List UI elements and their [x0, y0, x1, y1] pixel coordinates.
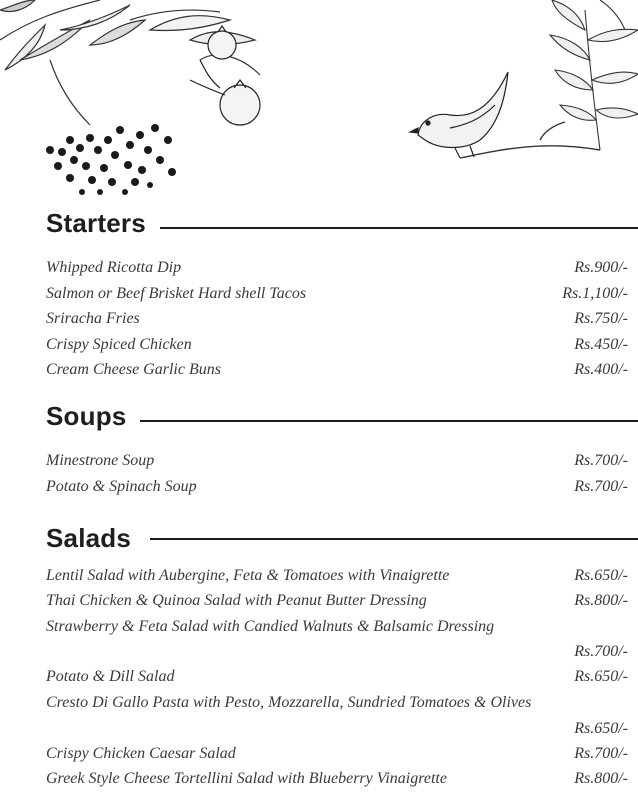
salads-heading: Salads — [46, 523, 132, 553]
menu-item-price: Rs.900/- — [574, 259, 628, 276]
menu-item-price: Rs.650/- — [574, 720, 628, 737]
menu-item-name: Cresto Di Gallo Pasta with Pesto, Mozzarella, Sundried Tomatoes & Olives — [46, 694, 532, 711]
leaves-right-icon — [550, 0, 638, 150]
menu-item-name: Whipped Ricotta Dip — [46, 259, 182, 276]
menu-item-name: Potato & Dill Salad — [46, 668, 175, 685]
salads-divider — [150, 538, 638, 540]
menu-item-price: Rs.400/- — [574, 361, 628, 378]
botanical-illustration — [0, 0, 638, 200]
menu-item-name: Minestrone Soup — [46, 452, 155, 469]
menu-item-price: Rs.1,100/- — [562, 285, 628, 302]
menu-item-price: Rs.700/- — [574, 478, 628, 495]
menu-item-price: Rs.800/- — [574, 592, 628, 609]
menu-item-name: Greek Style Cheese Tortellini Salad with Blueberry Vinaigrette — [46, 770, 447, 787]
menu-item-price: Rs.650/- — [574, 567, 628, 584]
menu-item-price: Rs.750/- — [574, 310, 628, 327]
starters-heading: Starters — [46, 208, 146, 238]
menu-item-name: Crispy Chicken Caesar Salad — [46, 745, 236, 762]
menu-item-name: Thai Chicken & Quinoa Salad with Peanut Butter Dressing — [46, 592, 427, 609]
bird-icon — [410, 72, 508, 158]
menu-item-price: Rs.700/- — [574, 452, 628, 469]
menu-item-price: Rs.800/- — [574, 770, 628, 787]
starters-divider — [160, 227, 638, 229]
menu-item-name: Sriracha Fries — [46, 310, 140, 327]
menu-item-name: Crispy Spiced Chicken — [46, 336, 192, 353]
menu-item-name: Salmon or Beef Brisket Hard shell Tacos — [46, 285, 307, 302]
menu-item-price: Rs.650/- — [574, 668, 628, 685]
menu-item-name: Cream Cheese Garlic Buns — [46, 361, 221, 378]
soups-heading: Soups — [46, 401, 127, 431]
menu-item-price: Rs.450/- — [574, 336, 628, 353]
menu-item-name: Potato & Spinach Soup — [46, 478, 197, 495]
menu-item-name: Lentil Salad with Aubergine, Feta & Tomatoes with Vinaigrette — [46, 567, 450, 584]
soups-divider — [140, 420, 638, 422]
berry-cluster-icon — [46, 124, 176, 195]
menu-item-name: Strawberry & Feta Salad with Candied Walnuts & Balsamic Dressing — [46, 618, 495, 635]
menu-item-price: Rs.700/- — [574, 643, 628, 660]
menu-item-price: Rs.700/- — [574, 745, 628, 762]
